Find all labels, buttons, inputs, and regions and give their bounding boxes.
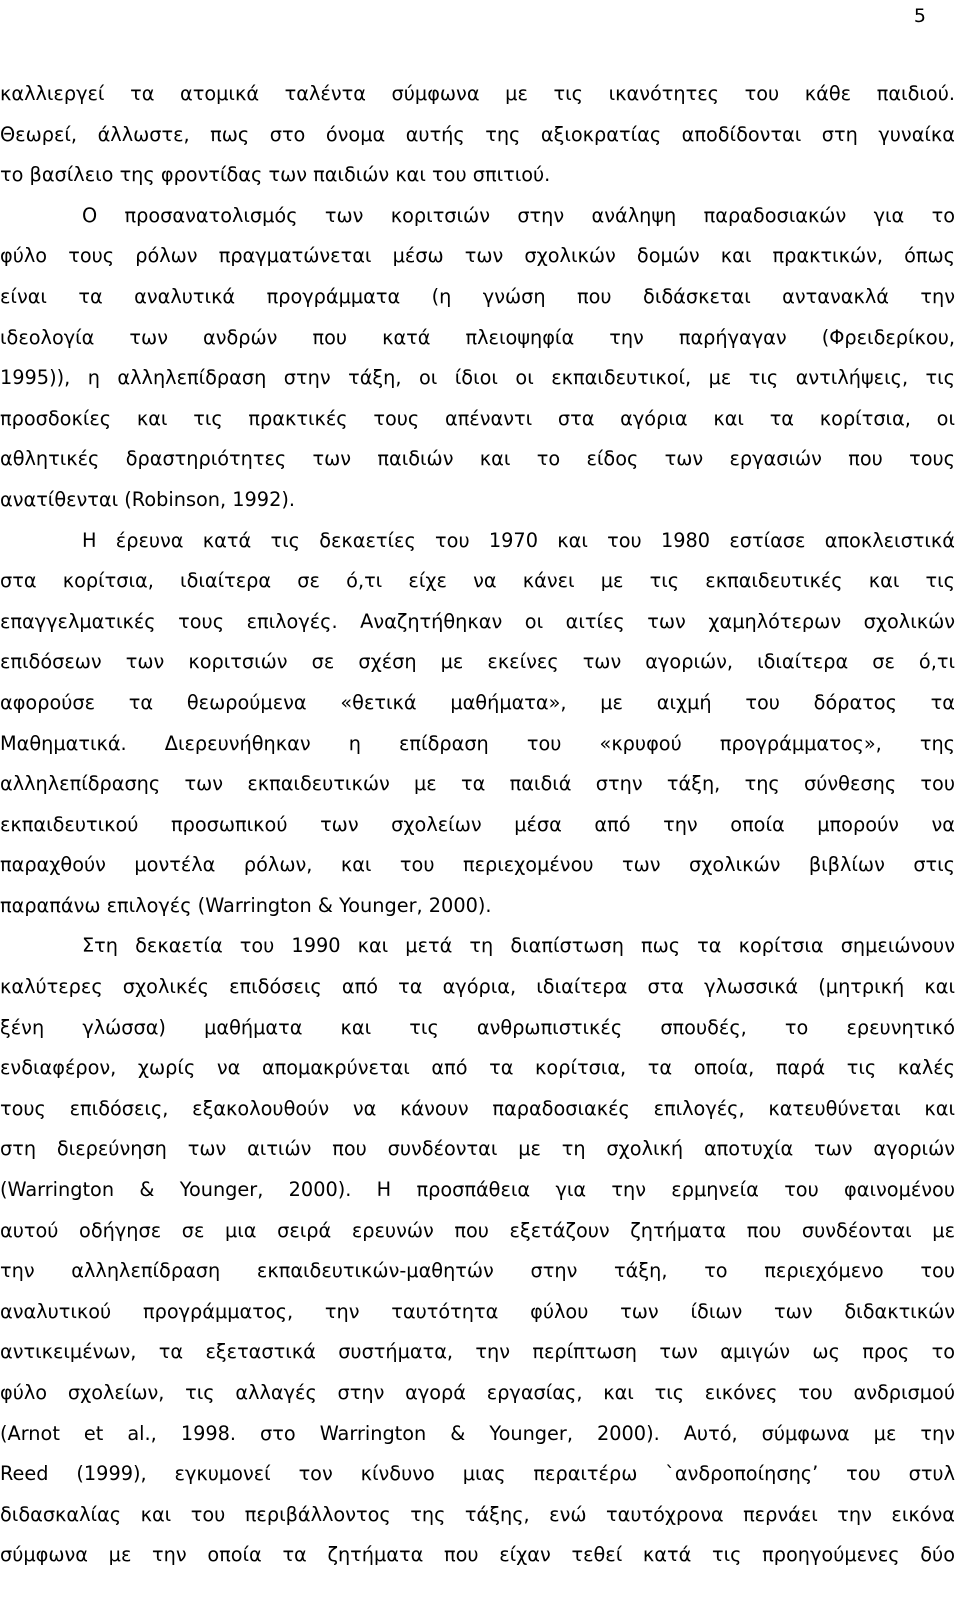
text-line: (Warrington & Younger, 2000). Η προσπάθεια για την ερμηνεία του φαινομένου [0, 1178, 955, 1202]
text-line: Μαθηματικά. Διερευνήθηκαν η επίδραση του «κρυφού προγράμματος», της [0, 731, 955, 755]
text-line: φύλο σχολείων, τις αλλαγές στην αγορά εργασίας, και τις εικόνες του ανδρισμού [0, 1381, 955, 1404]
text-line: το βασίλειο της φροντίδας των παιδιών και του σπιτιού. [0, 163, 551, 187]
text-line: ξένη γλώσσα) μαθήματα και τις ανθρωπιστικές σπουδές, το ερευνητικό [0, 1015, 955, 1039]
text-line: παραχθούν μοντέλα ρόλων, και του περιεχομένου των σχολικών βιβλίων στις [0, 853, 955, 877]
text-line: διδασκαλίας και του περιβάλλοντος της τάξης, ενώ ταυτόχρονα περνάει την εικόνα [0, 1502, 955, 1526]
text-line: την αλληλεπίδραση εκπαιδευτικών-μαθητών στην τάξη, το περιεχόμενο του [0, 1259, 955, 1283]
text-line: Στη δεκαετία του 1990 και μετά τη διαπίστωση πως τα κορίτσια σημειώνουν [82, 934, 955, 958]
text-line: αλληλεπίδρασης των εκπαιδευτικών με τα παιδιά στην τάξη, της σύνθεσης του [0, 772, 955, 796]
text-line: ενδιαφέρον, χωρίς να απομακρύνεται από τα κορίτσια, τα οποία, παρά τις καλές [0, 1056, 955, 1080]
text-line: εκπαιδευτικού προσωπικού των σχολείων μέσα από την οποία μπορούν να [0, 812, 955, 836]
text-line: φύλο τους ρόλων πραγματώνεται μέσω των σχολικών δομών και πρακτικών, όπως [0, 244, 955, 268]
text-line: καλύτερες σχολικές επιδόσεις από τα αγόρια, ιδιαίτερα στα γλωσσικά (μητρική και [0, 975, 955, 999]
text-line: αντικειμένων, τα εξεταστικά συστήματα, την περίπτωση των αμιγών ως προς το [0, 1340, 955, 1364]
text-line: επιδόσεων των κοριτσιών σε σχέση με εκείνες των αγοριών, ιδιαίτερα σε ό,τι [0, 650, 955, 674]
text-line: τους επιδόσεις, εξακολουθούν να κάνουν παραδοσιακές επιλογές, κατευθύνεται και [0, 1096, 955, 1120]
text-line: είναι τα αναλυτικά προγράμματα (η γνώση που διδάσκεται αντανακλά την [0, 284, 955, 308]
text-line: 1995)), η αλληλεπίδραση στην τάξη, οι ίδιοι οι εκπαιδευτικοί, με τις αντιλήψεις, τις [0, 366, 955, 390]
text-line: σύμφωνα με την οποία τα ζητήματα που είχαν τεθεί κατά τις προηγούμενες δύο [0, 1543, 955, 1567]
text-line: Η έρευνα κατά τις δεκαετίες του 1970 και του 1980 εστίασε αποκλειστικά [82, 528, 955, 552]
text-line: προσδοκίες και τις πρακτικές τους απέναντι στα αγόρια και τα κορίτσια, οι [0, 406, 955, 430]
text-line: αφορούσε τα θεωρούμενα «θετικά μαθήματα», με αιχμή του δόρατος τα [0, 690, 955, 714]
text-line: ανατίθενται (Robinson, 1992). [0, 487, 295, 511]
text-line: παραπάνω επιλογές (Warrington & Younger, 2000). [0, 893, 492, 917]
text-line: Θεωρεί, άλλωστε, πως στο όνομα αυτής της αξιοκρατίας αποδίδονται στη γυναίκα [0, 122, 955, 146]
page-number: 5 [913, 5, 926, 27]
text-line: στα κορίτσια, ιδιαίτερα σε ό,τι είχε να κάνει με τις εκπαιδευτικές και τις [0, 569, 955, 593]
text-line: Ο προσανατολισμός των κοριτσιών στην ανάληψη παραδοσιακών για το [82, 203, 955, 227]
text-line: ιδεολογία των ανδρών που κατά πλειοψηφία την παρήγαγαν (Φρειδερίκου, [0, 325, 955, 349]
text-line: αναλυτικού προγράμματος, την ταυτότητα φύλου των ίδιων των διδακτικών [0, 1299, 955, 1323]
text-line: στη διερεύνηση των αιτιών που συνδέονται με τη σχολική αποτυχία των αγοριών [0, 1137, 955, 1161]
text-line: Reed (1999), εγκυμονεί τον κίνδυνο μιας περαιτέρω `ανδροποίησης’ του στυλ [0, 1462, 955, 1486]
body-text [0, 74, 955, 1576]
text-line: αθλητικές δραστηριότητες των παιδιών και το είδος των εργασιών που τους [0, 447, 955, 471]
text-line: καλλιεργεί τα ατομικά ταλέντα σύμφωνα με τις ικανότητες του κάθε παιδιού. [0, 82, 955, 105]
text-line: επαγγελματικές τους επιλογές. Αναζητήθηκαν οι αιτίες των χαμηλότερων σχολικών [0, 609, 955, 633]
text-line: (Arnot et al., 1998. στο Warrington & Younger, 2000). Αυτό, σύμφωνα με την [0, 1421, 955, 1445]
text-line: αυτού οδήγησε σε μια σειρά ερευνών που εξετάζουν ζητήματα που συνδέονται με [0, 1218, 955, 1242]
